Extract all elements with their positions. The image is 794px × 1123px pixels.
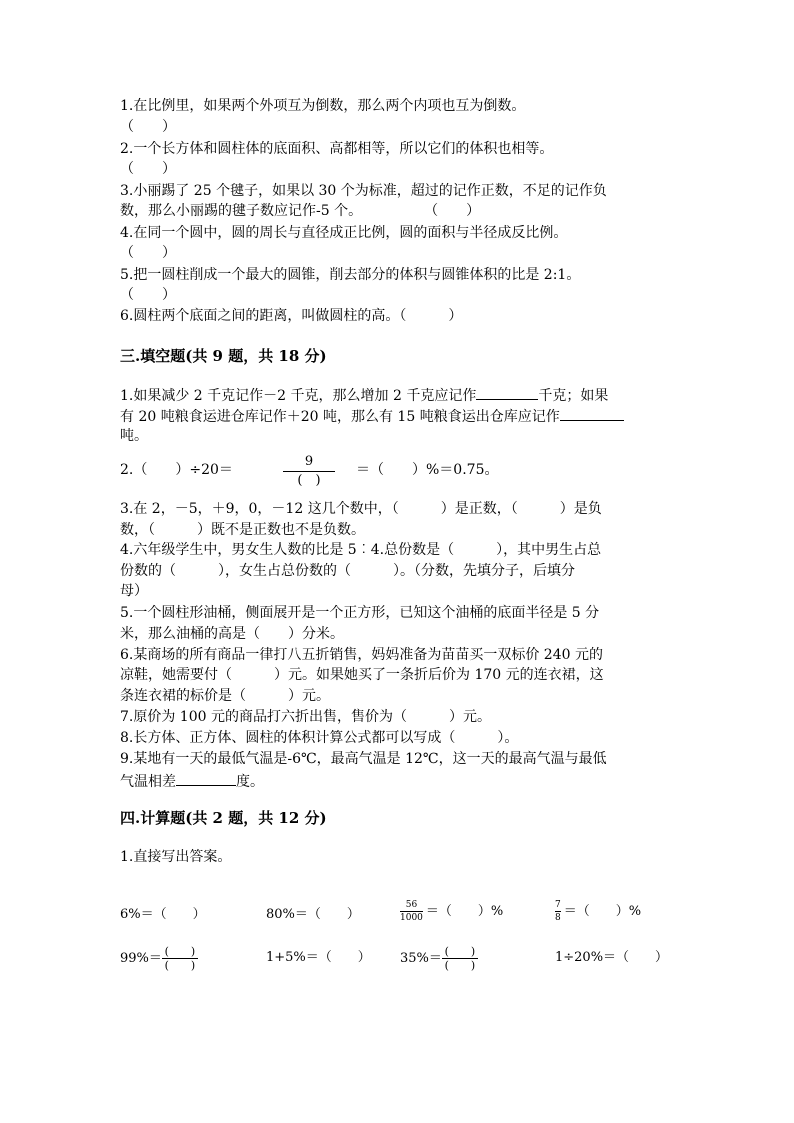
fill-q1-text-c: 有 20 吨粮食运进仓库记作＋20 吨，那么有 15 吨粮食运出仓库应记作	[120, 409, 560, 425]
calc-row1-item1: 6%＝（ ）	[120, 907, 206, 922]
calc-row2-item1-numerator: ( )	[164, 945, 196, 958]
fill-q2-right: ＝（ ）%＝0.75。	[356, 462, 499, 478]
judge-q5-bracket: （ ）	[120, 287, 176, 303]
fill-q8-text: 8.长方体、正方体、圆柱的体积计算公式都可以写成（ ）。	[120, 730, 519, 746]
fill-q2-fraction	[283, 455, 335, 488]
judge-q3-line2	[120, 202, 480, 220]
fill-q5-line1: 5.一个圆柱形油桶，侧面展开是一个正方形，已知这个油桶的底面半径是 5 分	[120, 605, 600, 621]
judge-q3-bracket: （ ）	[424, 203, 481, 219]
fill-q9-text-b: 度。	[236, 774, 264, 790]
judge-q6-text: 6.圆柱两个底面之间的距离，叫做圆柱的高。（ ）	[120, 308, 463, 324]
judge-q1-bracket: （ ）	[120, 119, 176, 135]
calc-row1-item4-fraction	[555, 900, 561, 923]
fill-q3-line1: 3.在 2，－5，＋9，0，－12 这几个数中，（ ）是正数，（ ）是负	[120, 501, 602, 517]
fill-q4-line2: 份数的（ ），女生占总份数的（ ）。（分数，先填分子，后填分	[120, 563, 575, 579]
fill-q4-line3: 母）	[120, 583, 148, 599]
fill-q2-fraction-bar	[283, 471, 335, 472]
calc-row1-item3-numerator: 56	[405, 900, 418, 910]
fill-q1-text-b: 千克；如果	[538, 388, 609, 404]
calc-row1-item3-expr: ＝（ ）%	[425, 904, 504, 919]
calc-row1-item3	[400, 900, 503, 923]
judge-q2-bracket: （ ）	[120, 161, 176, 177]
fill-section-heading: 三.填空题(共 9 题，共 18 分)	[120, 347, 327, 365]
fill-q2-denominator: ( )	[297, 473, 321, 488]
fill-q1-blank-2[interactable]	[560, 406, 624, 421]
fill-q5-line2: 米，那么油桶的高是（ ）分米。	[120, 626, 344, 642]
fill-q7-text: 7.原价为 100 元的商品打六折出售，售价为（ ）元。	[120, 709, 491, 725]
fill-q1-line3: 吨。	[120, 428, 148, 444]
judge-q1-text: 1.在比例里，如果两个外项互为倒数，那么两个内项也互为倒数。	[120, 98, 526, 114]
calc-row2-item1-denominator: ( )	[164, 959, 196, 972]
judge-q5-text: 5.把一圆柱削成一个最大的圆锥，削去部分的体积与圆锥体积的比是 2:1。	[120, 267, 581, 283]
calc-row2-item1-fraction	[162, 946, 198, 971]
calc-section-heading: 四.计算题(共 2 题，共 12 分)	[120, 809, 327, 827]
fill-q1-line1	[120, 385, 608, 405]
calc-row1-item4-expr: ＝（ ）%	[563, 904, 642, 919]
calc-row1-item3-bar	[400, 911, 423, 912]
calc-row1-item4-denominator: 8	[555, 913, 561, 923]
calc-row2-item3-numerator: ( )	[444, 945, 476, 958]
fill-q1-blank-1[interactable]	[476, 385, 538, 400]
fill-q9-line2	[120, 771, 264, 791]
calc-row2-item1	[120, 946, 198, 971]
calc-row1-item3-fraction	[400, 900, 423, 923]
judge-q3-line1: 3.小丽踢了 25 个毽子，如果以 30 个为标准，超过的记作正数，不足的记作负	[120, 183, 607, 199]
calc-row1-item3-denominator: 1000	[400, 913, 423, 923]
calc-row1-item4-bar	[555, 911, 561, 912]
fill-q9-line1: 9.某地有一天的最低气温是-6℃，最高气温是 12℃，这一天的最高气温与最低	[120, 751, 607, 767]
calc-row2-item2: 1+5%＝（ ）	[266, 950, 371, 965]
judge-q4-text: 4.在同一个圆中，圆的周长与直径成正比例，圆的面积与半径成反比例。	[120, 225, 568, 241]
calc-row1-item4-numerator: 7	[555, 900, 561, 910]
fill-q6-line2: 凉鞋，她需要付（ ）元。如果她买了一条折后价为 170 元的连衣裙，这	[120, 667, 604, 683]
judge-q4-bracket: （ ）	[120, 245, 176, 261]
calc-row1-item4	[555, 900, 641, 923]
fill-q2-numerator: 9	[304, 454, 314, 469]
fill-q4-line1: 4.六年级学生中，男女生人数的比是 5︰4.总份数是（ ），其中男生占总	[120, 542, 602, 558]
calc-row2-item3-left: 35%＝	[400, 951, 442, 966]
calc-row2-item3	[400, 946, 478, 971]
calc-row2-item3-denominator: ( )	[444, 959, 476, 972]
calc-row2-item4: 1÷20%＝（ ）	[555, 950, 669, 965]
fill-q1-line2	[120, 406, 624, 426]
fill-q9-blank[interactable]	[176, 771, 236, 786]
calc-row2-item3-fraction	[442, 946, 478, 971]
calc-q1-text: 1.直接写出答案。	[120, 849, 232, 865]
fill-q9-text-a: 气温相差	[120, 774, 176, 790]
judge-q3-line2-text: 数，那么小丽踢的毽子数应记作-5 个。	[120, 203, 363, 219]
fill-q3-line2: 数，（ ）既不是正数也不是负数。	[120, 522, 365, 538]
calc-row2-item1-left: 99%＝	[120, 951, 162, 966]
fill-q6-line1: 6.某商场的所有商品一律打八五折销售，妈妈准备为苗苗买一双标价 240 元的	[120, 647, 603, 663]
fill-q1-text-a: 1.如果减少 2 千克记作－2 千克，那么增加 2 千克应记作	[120, 388, 477, 404]
calc-row1-item2: 80%＝（ ）	[266, 907, 360, 922]
judge-q2-text: 2.一个长方体和圆柱体的底面积、高都相等，所以它们的体积也相等。	[120, 141, 554, 157]
fill-q2-left: 2.（ ）÷20＝	[120, 462, 233, 478]
fill-q6-line3: 条连衣裙的标价是（ ）元。	[120, 688, 330, 704]
